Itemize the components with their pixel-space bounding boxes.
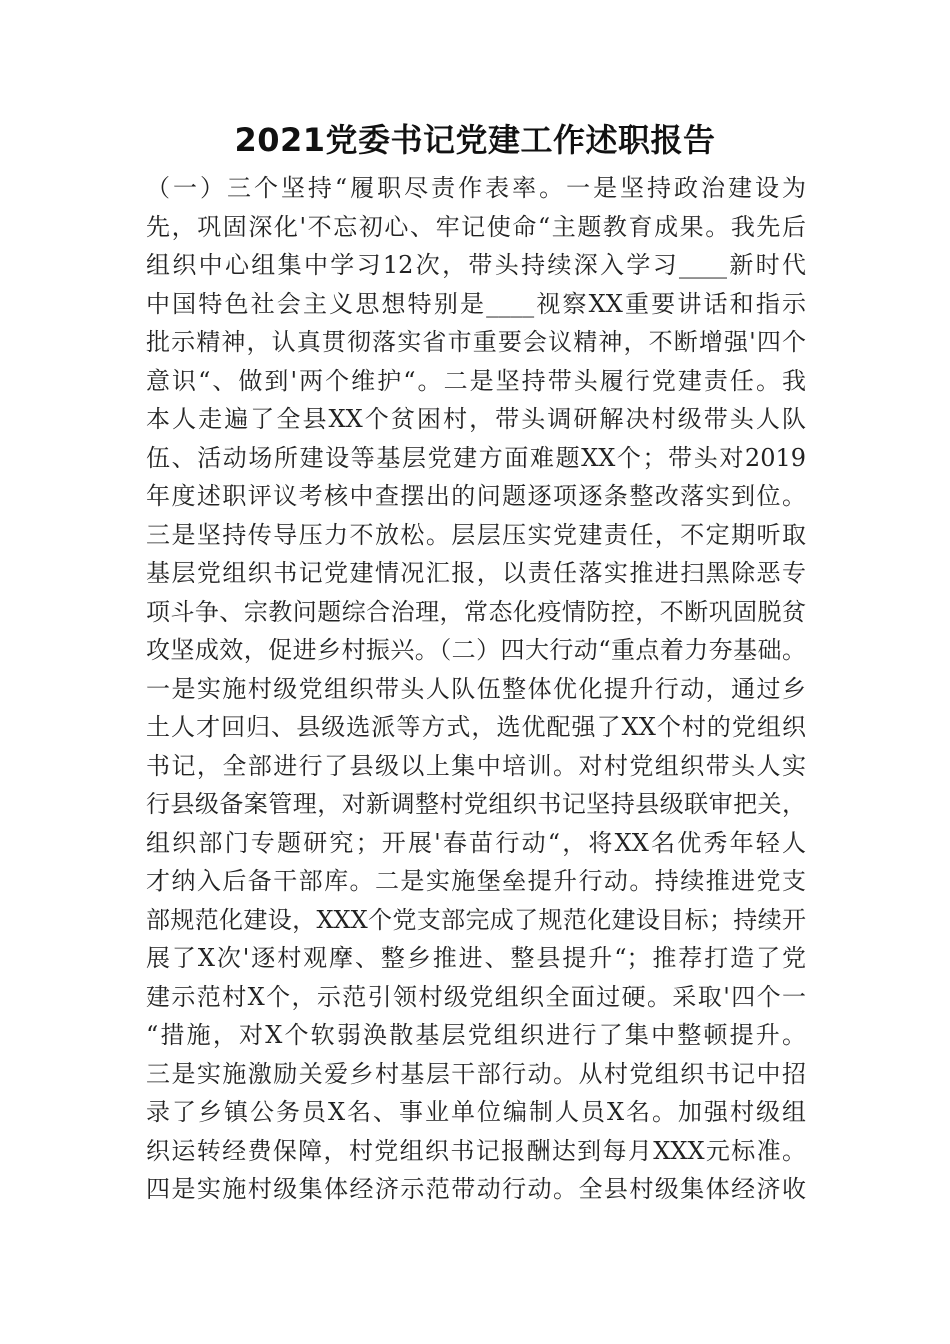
- body-line: 三是实施激励关爱乡村基层干部行动。从村党组织书记中招: [146, 1059, 806, 1088]
- body-line: 本人走遍了全县XX个贫困村，带头调研解决村级带头人队: [146, 405, 806, 433]
- document-title: 2021党委书记党建工作述职报告: [234, 121, 716, 159]
- body-line: 展了X次'逐村观摩、整乡推进、整县提升“；推荐打造了党: [146, 944, 806, 972]
- body-line: 三是坚持传导压力不放松。层层压实党建责任，不定期听取: [146, 520, 806, 549]
- body-line: 书记，全部进行了县级以上集中培训。对村党组织带头人实: [146, 751, 806, 780]
- body-line: 攻坚成效，促进乡村振兴。（二）四大行动“重点着力夯基础。: [146, 636, 806, 664]
- body-line: 才纳入后备干部库。二是实施堡垒提升行动。持续推进党支: [146, 867, 806, 895]
- body-line: 意识“、做到'两个维护“。二是坚持带头履行党建责任。我: [146, 366, 806, 395]
- body-line: “措施，对X个软弱涣散基层党组织进行了集中整顿提升。: [146, 1021, 806, 1049]
- body-line: 基层党组织书记党建情况汇报，以责任落实推进扫黑除恶专: [146, 559, 806, 587]
- body-line: 先，巩固深化'不忘初心、牢记使命“主题教育成果。我先后: [146, 212, 806, 241]
- body-line: 录了乡镇公务员X名、事业单位编制人员X名。加强村级组: [146, 1098, 806, 1126]
- body-line: 土人才回归、县级选派等方式，选优配强了XX个村的党组织: [146, 713, 806, 741]
- body-line: 项斗争、宗教问题综合治理，常态化疫情防控，不断巩固脱贫: [146, 597, 806, 626]
- document-body: [146, 169, 806, 1209]
- body-line: 年度述职评议考核中查摆出的问题逐项逐条整改落实到位。: [146, 482, 806, 510]
- body-line: 部规范化建设，XXX个党支部完成了规范化建设目标；持续开: [146, 905, 806, 934]
- body-line: 组织中心组集中学习12次，带头持续深入学习____新时代: [146, 251, 806, 279]
- body-line: （一）三个坚持“履职尽责作表率。一是坚持政治建设为: [146, 174, 806, 202]
- body-line: 行县级备案管理，对新调整村党组织书记坚持县级联审把关，: [146, 790, 806, 818]
- body-line: 四是实施村级集体经济示范带动行动。全县村级集体经济收: [146, 1175, 806, 1203]
- body-line: 伍、活动场所建设等基层党建方面难题XX个；带头对2019: [146, 443, 806, 472]
- body-line: 批示精神，认真贯彻落实省市重要会议精神，不断增强'四个: [146, 328, 806, 356]
- body-line: 中国特色社会主义思想特别是____视察XX重要讲话和指示: [146, 289, 806, 318]
- body-line: 组织部门专题研究；开展'春苗行动“，将XX名优秀年轻人: [146, 828, 806, 857]
- body-line: 建示范村X个，示范引领村级党组织全面过硬。采取'四个一: [146, 982, 806, 1011]
- body-line: 织运转经费保障，村党组织书记报酬达到每月XXX元标准。: [146, 1136, 806, 1165]
- body-line: 一是实施村级党组织带头人队伍整体优化提升行动，通过乡: [146, 674, 806, 703]
